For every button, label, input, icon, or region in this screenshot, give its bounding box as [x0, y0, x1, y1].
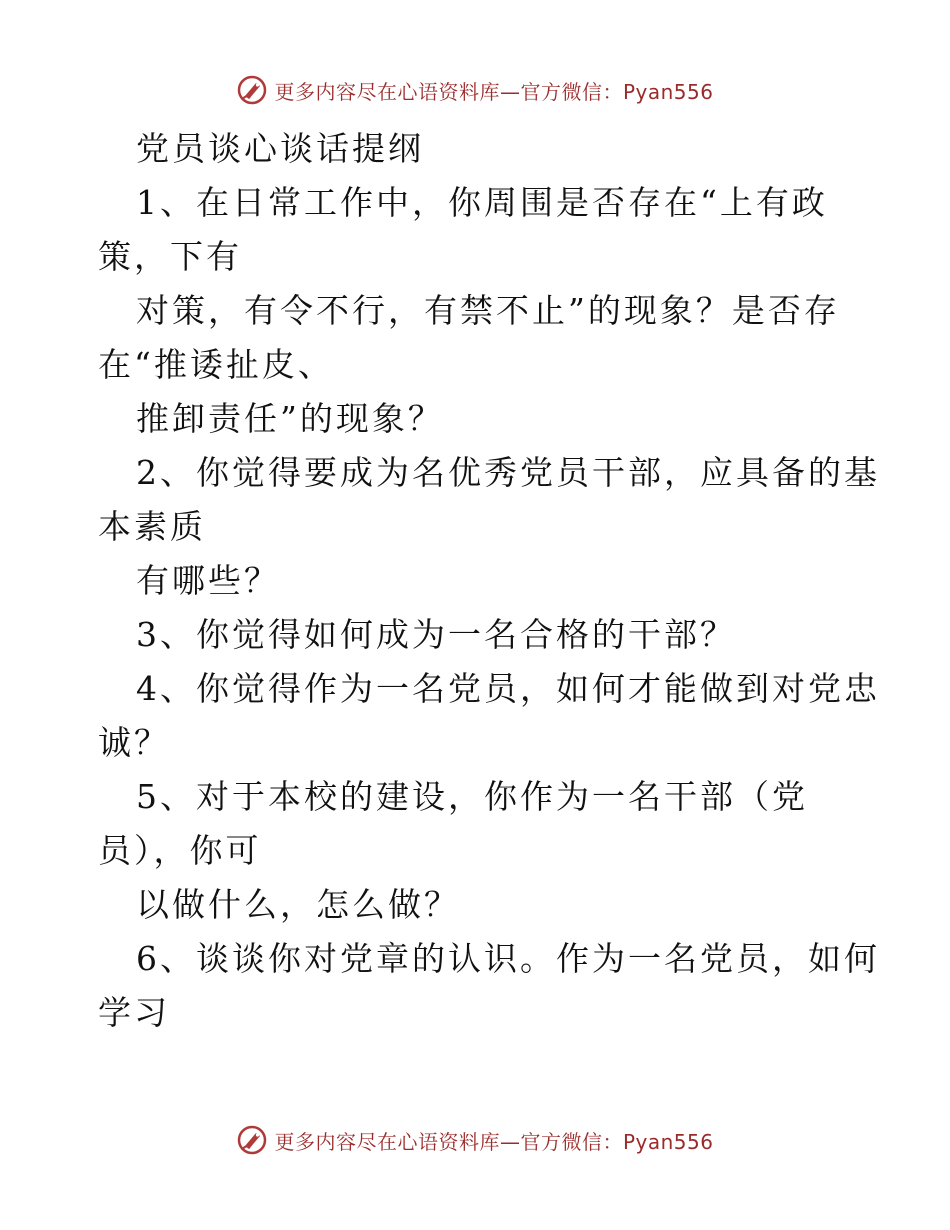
doc-line: 员），你可: [98, 831, 262, 870]
header-banner-text: 更多内容尽在心语资料库—官方微信：Pyan556: [274, 79, 714, 104]
doc-line: 诚？: [98, 723, 170, 762]
doc-line: 策，下有: [98, 237, 242, 276]
doc-line: 1、在日常工作中，你周围是否存在“上有政: [136, 183, 828, 222]
doc-line: 以做什么，怎么做？: [136, 885, 460, 924]
pen-nib-seal-icon: [236, 1124, 268, 1156]
doc-line: 本素质: [98, 507, 206, 546]
doc-line: 对策，有令不行，有禁不止”的现象？是否存: [136, 291, 840, 330]
doc-line: 推卸责任”的现象？: [136, 399, 444, 438]
doc-line: 2、你觉得要成为名优秀党员干部，应具备的基: [136, 453, 880, 492]
doc-line: 6、谈谈你对党章的认识。作为一名党员，如何: [136, 939, 880, 978]
footer-banner: [0, 1120, 950, 1160]
pen-nib-seal-icon: [236, 74, 268, 106]
document-body: [98, 122, 880, 1040]
doc-line: 4、你觉得作为一名党员，如何才能做到对党忠: [136, 669, 880, 708]
header-banner: [0, 70, 950, 110]
doc-title: 党员谈心谈话提纲: [136, 129, 424, 168]
doc-line: 3、你觉得如何成为一名合格的干部？: [136, 615, 736, 654]
doc-line: 在“推诿扯皮、: [98, 345, 334, 384]
footer-banner-text: 更多内容尽在心语资料库—官方微信：Pyan556: [274, 1129, 714, 1154]
doc-line: 5、对于本校的建设，你作为一名干部（党: [136, 777, 808, 816]
doc-line: 学习: [98, 993, 170, 1032]
doc-line: 有哪些？: [136, 561, 280, 600]
